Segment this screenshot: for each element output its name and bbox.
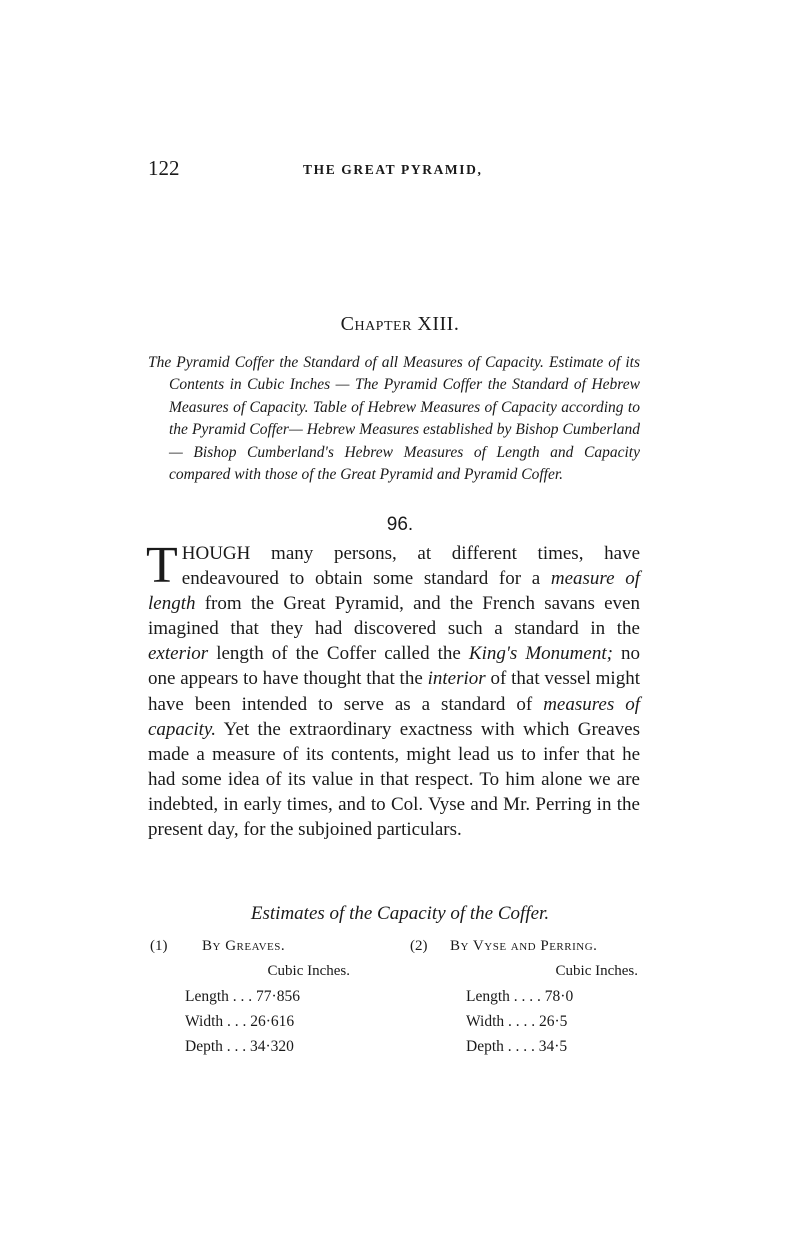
estimate-row <box>410 1034 650 1059</box>
estimate-row <box>150 1009 400 1034</box>
text-run: Yet the extraordinary exactness with which Greaves made a measure of its contents, might lead us to infer that he had some idea of its value in that respect. To him alone we are indebted, in early times, and to Col. Vyse and Mr. Perring in the present day, for the subjoined particulars. <box>148 718 640 841</box>
emphasis-text: measure of length <box>148 568 640 615</box>
section-number: 96. <box>386 514 414 535</box>
greaves-estimate <box>150 934 400 1059</box>
row-value: 26·5 <box>539 1013 568 1030</box>
estimate-author: By Vyse and Perring. <box>450 938 598 954</box>
row-label: Length . . . . <box>466 988 541 1005</box>
text-run: HOUGH many persons, at different times, have endeavoured to obtain some standard for a <box>181 543 640 590</box>
estimate-row <box>410 984 650 1009</box>
row-label: Depth . . . . <box>466 1038 535 1055</box>
row-value: 77·856 <box>256 988 300 1005</box>
row-value: 26·616 <box>250 1013 295 1030</box>
row-label: Depth . . . <box>185 1038 247 1055</box>
emphasis-text: measures of capacity. <box>148 693 640 740</box>
estimate-unit: Cubic Inches. <box>267 963 350 979</box>
row-value: 78·0 <box>544 988 574 1005</box>
estimate-index: (1) <box>150 938 168 954</box>
row-value: 34·320 <box>250 1038 294 1055</box>
vyse-perring-estimate <box>410 934 650 1059</box>
text-run: length of the Coffer called the <box>208 643 469 665</box>
emphasis-text: exterior <box>148 643 209 665</box>
drop-cap: T <box>146 537 178 594</box>
text-run: from the Great Pyramid, and the French savans even imagined that they had discovered such a standard in the <box>148 593 640 640</box>
emphasis-text: King's Monument; <box>468 643 613 665</box>
chapter-label: Chapter <box>340 313 412 335</box>
row-label: Width . . . . <box>466 1013 536 1030</box>
body-paragraph <box>146 537 641 842</box>
row-label: Width . . . <box>185 1013 247 1030</box>
estimate-index: (2) <box>410 938 428 954</box>
text-run: no one appears to have thought that the <box>148 643 641 690</box>
estimate-author: By Greaves. <box>202 938 286 954</box>
running-head: THE GREAT PYRAMID, <box>303 162 483 177</box>
chapter-summary: The Pyramid Coffer the Standard of all Measures of Capacity. Estimate of its Contents in Cubic Inches — The Pyramid Coffer the Standard of Hebrew Measures of Capacity. Table of Hebrew Measures of Capacity according to the Pyramid Coffer— Hebrew Measures established by Bishop Cumberland — Bishop Cumberland's Hebrew Measures of Length and Capacity compared with those of the Great Pyramid and Pyramid Coffer. <box>148 354 640 484</box>
chapter-number: XIII. <box>417 313 460 335</box>
estimate-row <box>150 1034 400 1059</box>
chapter-title <box>0 313 800 336</box>
estimate-header <box>150 934 400 959</box>
row-label: Length . . . <box>185 988 253 1005</box>
estimates-heading: Estimates of the Capacity of the Coffer. <box>250 903 550 924</box>
text-run: of that vessel might have been intended to serve as a standard of <box>148 668 640 715</box>
row-value: 34·5 <box>538 1038 568 1055</box>
page-number: 122 <box>148 156 180 180</box>
estimate-unit: Cubic Inches. <box>555 963 638 979</box>
estimate-header <box>410 934 650 959</box>
emphasis-text: interior <box>427 668 486 690</box>
estimate-row <box>150 984 400 1009</box>
estimate-row <box>410 1009 650 1034</box>
